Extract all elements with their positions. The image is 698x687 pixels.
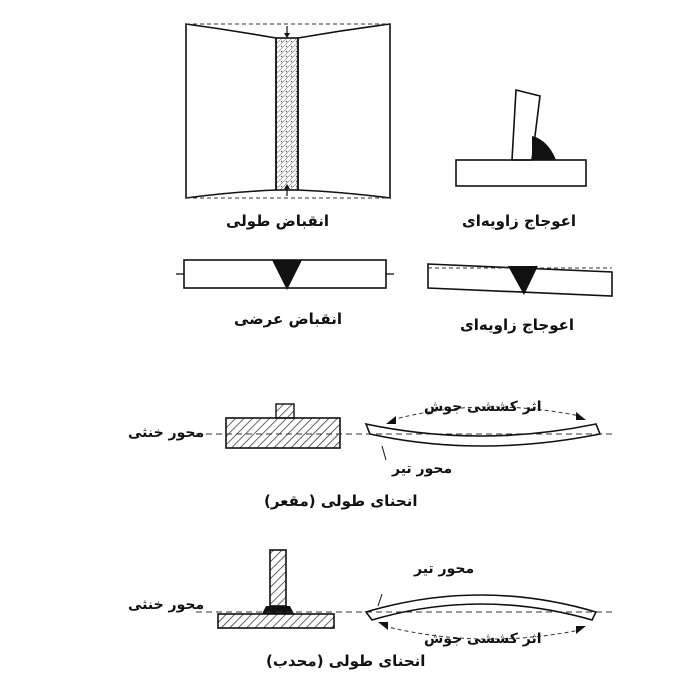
flange-section <box>226 418 340 448</box>
tension-arrowhead-right <box>576 412 586 420</box>
base-plate <box>456 160 586 186</box>
right-plate <box>298 24 390 198</box>
butt-weld <box>508 266 538 295</box>
tension-arrowhead-right <box>576 626 586 634</box>
label-convex-weld-tension: اثر کششی جوش <box>424 631 542 647</box>
label-convex-neutral-axis: محور خنثی <box>128 597 205 613</box>
web-plate <box>270 550 286 606</box>
fillet-weld <box>532 136 556 160</box>
label-concave-weld-tension: اثر کششی جوش <box>424 399 542 415</box>
label-concave-neutral-axis: محور خنثی <box>128 425 205 441</box>
butt-weld <box>272 260 302 290</box>
caption-convex: انحنای طولی (محدب) <box>266 652 426 670</box>
angular-distortion-bottom-figure <box>428 264 612 296</box>
label-convex-beam-axis: محور تیر <box>414 561 475 577</box>
bent-beam <box>366 424 600 446</box>
concave-bending-figure <box>196 404 612 460</box>
label-angular-distortion-bottom: اعوجاج زاویه‌ای <box>460 316 574 334</box>
tension-arrowhead-left <box>378 622 388 630</box>
transverse-shrinkage-figure <box>176 260 394 290</box>
flange-section <box>218 614 334 628</box>
left-plate <box>186 24 276 198</box>
fillet-welds <box>262 606 294 614</box>
label-angular-distortion-top: اعوجاج زاویه‌ای <box>462 212 576 230</box>
label-transverse-shrinkage: انقباض عرضی <box>234 310 342 328</box>
weld-bead <box>276 38 298 190</box>
caption-concave: انحنای طولی (مقعر) <box>264 492 418 510</box>
angular-distortion-top-figure <box>456 90 586 186</box>
weld-on-top <box>276 404 294 418</box>
convex-bending-figure <box>196 550 612 639</box>
longitudinal-shrinkage-figure <box>186 24 390 198</box>
label-longitudinal-shrinkage: انقباض طولی <box>226 212 330 230</box>
bent-beam <box>366 595 596 620</box>
beam-axis-leader <box>382 446 386 460</box>
tension-arrowhead-left <box>386 416 396 424</box>
beam-axis-leader <box>378 594 382 606</box>
label-concave-beam-axis: محور تیر <box>392 461 453 477</box>
